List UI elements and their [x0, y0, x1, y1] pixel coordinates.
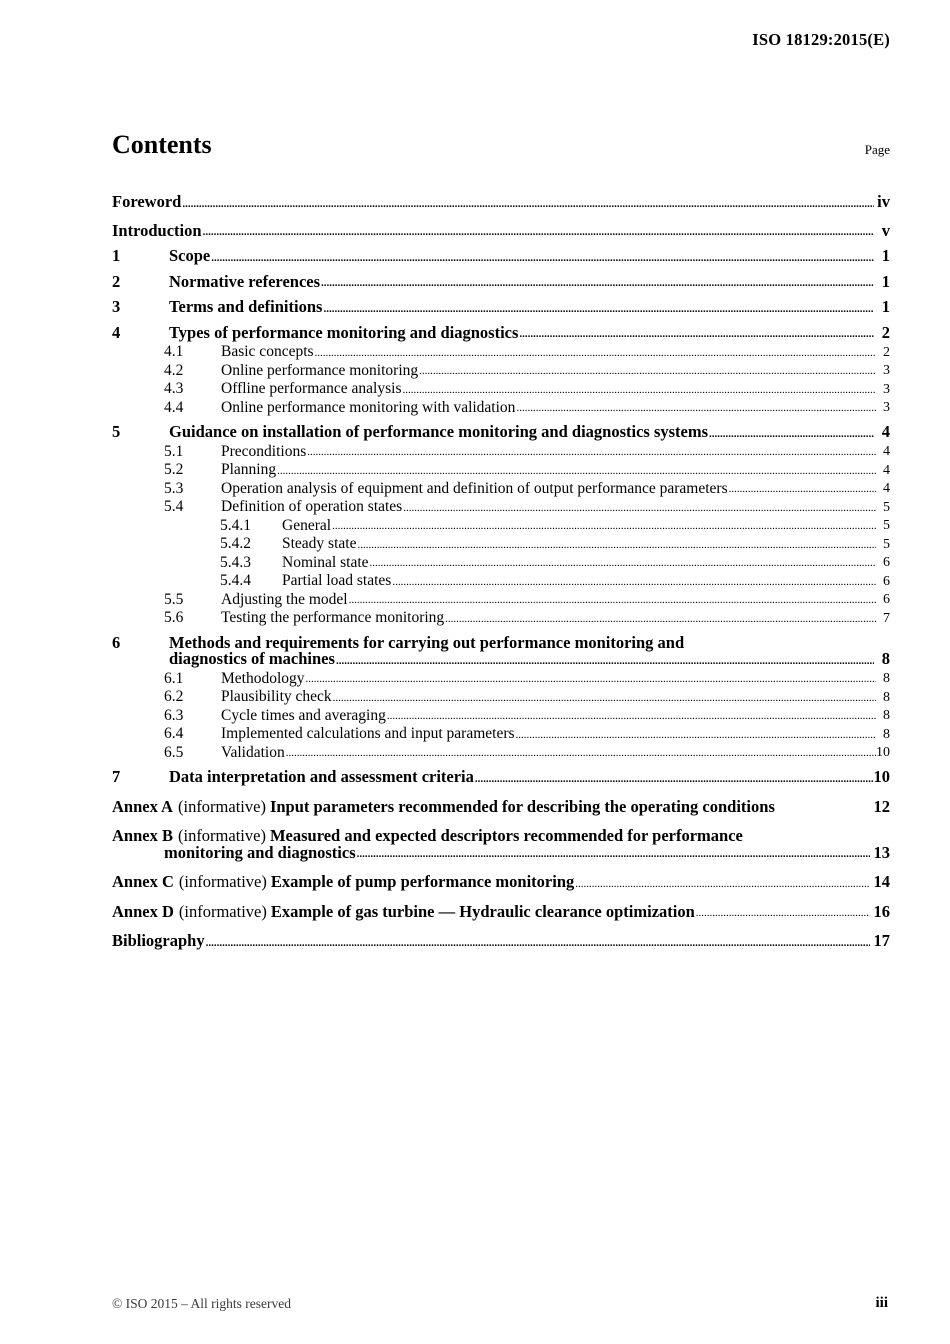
toc-leader-dots: [518, 329, 874, 340]
toc-entry-number: 5.5: [164, 590, 184, 608]
toc-entry-title: Partial load states: [282, 572, 392, 589]
toc-entry-page: 4: [883, 462, 890, 478]
toc-entry-clause-5-5[interactable]: [112, 592, 890, 608]
footer-page-number: iii: [875, 1295, 888, 1311]
toc-entry-clause-4-2[interactable]: [112, 363, 890, 379]
toc-entry-page: 8: [883, 689, 890, 705]
toc-entry-page: 7: [883, 610, 890, 626]
toc-entry-clause-3[interactable]: [112, 299, 890, 316]
toc-entry-number: 5.1: [164, 442, 184, 460]
toc-entry-title: Online performance monitoring: [221, 361, 419, 379]
toc-entry-clause-5-6[interactable]: [112, 610, 890, 626]
annex-label: Annex D: [112, 901, 174, 921]
toc-leader-dots: [320, 278, 874, 289]
toc-leader-dots: [331, 521, 876, 532]
toc-entry-foreword[interactable]: [112, 194, 890, 211]
annex-title-continued: monitoring and diagnostics: [164, 842, 356, 862]
toc-entry-clause-5-4[interactable]: [112, 499, 890, 515]
toc-entry-annex-a[interactable]: [112, 796, 890, 816]
toc-entry-number: 5: [112, 422, 121, 441]
toc-entry-clause-4-4[interactable]: [112, 400, 890, 416]
toc-leader-dots: [695, 908, 870, 919]
toc-entry-page: 1: [881, 271, 890, 291]
toc-entry-title: Online performance monitoring with validation: [221, 398, 516, 416]
toc-entry-page: 1: [881, 297, 890, 316]
toc-leader-dots: [386, 711, 876, 722]
toc-entry-page: 6: [883, 592, 890, 607]
toc-leader-dots: [305, 674, 876, 685]
toc-entry-clause-5-4-2[interactable]: [112, 536, 890, 552]
annex-title: Measured and expected descriptors recommended for performance: [269, 826, 743, 845]
annex-label: Annex B: [112, 826, 173, 845]
toc-entry-number: 5.4.4: [220, 572, 251, 589]
toc-leader-dots: [515, 730, 876, 741]
toc-entry-number: 5.3: [164, 479, 184, 497]
toc-entry-number: 3: [112, 297, 121, 316]
toc-entry-clause-6-1[interactable]: [112, 671, 890, 687]
toc-entry-page: 8: [883, 726, 890, 742]
toc-entry-page: 8: [883, 671, 890, 686]
toc-entry-title: Data interpretation and assessment criteria: [169, 767, 474, 786]
toc-leader-dots: [728, 484, 876, 495]
toc-entry-clause-7[interactable]: [112, 769, 890, 786]
toc-entry-page: iv: [877, 192, 890, 211]
toc-entry-clause-5-1[interactable]: [112, 444, 890, 460]
toc-entry-annex-b-line2[interactable]: [112, 842, 890, 862]
toc-entry-page: v: [881, 220, 890, 240]
toc-entry-title: Preconditions: [221, 442, 307, 460]
toc-entry-clause-5-4-4[interactable]: [112, 573, 890, 589]
annex-title: Input parameters recommended for describing the operating conditions: [269, 796, 775, 816]
toc-entry-number: 5.6: [164, 609, 184, 626]
toc-entry-title: Normative references: [169, 271, 321, 291]
toc-leader-dots: [285, 748, 876, 759]
toc-entry-annex-c[interactable]: [112, 874, 890, 891]
toc-entry-page: 6: [883, 555, 890, 570]
toc-entry-title: Types of performance monitoring and diagnostics: [169, 322, 519, 342]
toc-entry-clause-6-4[interactable]: [112, 726, 890, 742]
toc-entry-number: 5.2: [164, 461, 184, 478]
toc-entry-number: 5.4.3: [220, 553, 251, 571]
toc-entry-title-continued: diagnostics of machines: [169, 649, 335, 668]
toc-entry-page: 2: [883, 344, 890, 360]
toc-leader-dots: [322, 304, 874, 315]
toc-leader-dots: [418, 366, 876, 377]
toc-entry-title: Operation analysis of equipment and definition of output performance parameters: [221, 479, 728, 497]
toc-entry-title: Terms and definitions: [169, 297, 323, 316]
toc-entry-clause-1[interactable]: [112, 248, 890, 265]
toc-entry-page: 1: [881, 246, 890, 265]
toc-entry-number: 4.1: [164, 343, 184, 360]
toc-leader-dots: [369, 558, 876, 569]
toc-entry-number: 1: [112, 246, 121, 265]
toc-entry-title: Offline performance analysis: [221, 380, 402, 397]
toc-leader-dots: [276, 466, 876, 477]
toc-entry-title: Plausibility check: [221, 688, 332, 705]
toc-entry-number: 5.4.2: [220, 535, 251, 552]
toc-leader-dots: [348, 595, 876, 606]
toc-leader-dots: [202, 227, 874, 238]
annex-kind: (informative): [178, 872, 267, 891]
toc-entry-clause-6-line2[interactable]: [112, 651, 890, 668]
toc-leader-dots: [205, 938, 870, 949]
toc-entry-title: Testing the performance monitoring: [221, 609, 445, 626]
toc-entry-clause-5-2[interactable]: [112, 462, 890, 478]
toc-entry-title: Introduction: [112, 220, 202, 240]
toc-entry-page: 10: [873, 767, 890, 786]
toc-entry-title: Foreword: [112, 192, 182, 211]
toc-leader-dots: [474, 774, 874, 785]
toc-leader-dots: [332, 693, 876, 704]
toc-leader-dots: [306, 447, 876, 458]
toc-leader-dots: [515, 403, 876, 414]
toc-entry-title: Basic concepts: [221, 343, 314, 360]
toc-entry-number: 6.5: [164, 743, 184, 761]
toc-entry-clause-6-2[interactable]: [112, 689, 890, 705]
toc-entry-title: Scope: [169, 246, 211, 265]
toc-leader-dots: [181, 199, 874, 210]
toc-entry-number: 6.3: [164, 706, 184, 724]
toc-leader-dots: [401, 385, 876, 396]
toc-entry-page: 16: [873, 901, 890, 921]
toc-entry-title: Nominal state: [282, 553, 369, 571]
toc-entry-title: General: [282, 516, 332, 534]
running-header-standard-number: ISO 18129:2015(E): [752, 30, 890, 49]
toc-entry-number: 6: [112, 632, 121, 652]
toc-entry-title: Methodology: [221, 669, 305, 687]
toc-entry-title: Definition of operation states: [221, 498, 403, 515]
toc-entry-page: 3: [883, 381, 890, 397]
toc-leader-dots: [574, 879, 870, 890]
toc-entry-clause-5-4-3[interactable]: [112, 555, 890, 571]
page-column-header: Page: [864, 142, 890, 157]
toc-leader-dots: [335, 656, 874, 667]
toc-entry-page: 8: [881, 649, 890, 668]
toc-entry-title: Implemented calculations and input parameters: [221, 725, 515, 742]
toc-entry-page: 3: [883, 400, 890, 415]
footer-copyright: © ISO 2015 – All rights reserved: [112, 1296, 291, 1311]
toc-entry-title: Bibliography: [112, 931, 205, 950]
annex-title: Example of gas turbine — Hydraulic clearance optimization: [270, 901, 695, 921]
toc-entry-page: 5: [883, 536, 890, 552]
toc-entry-title: Planning: [221, 461, 277, 478]
page-title: Contents: [112, 130, 212, 159]
toc-entry-page: 4: [883, 481, 890, 496]
annex-title: Example of pump performance monitoring: [270, 872, 575, 891]
toc-entry-page: 13: [873, 842, 890, 862]
toc-entry-page: 6: [883, 573, 890, 589]
toc-entry-clause-4[interactable]: [112, 322, 890, 342]
toc-entry-number: 4: [112, 322, 121, 342]
toc-entry-page: 3: [883, 363, 890, 378]
toc-entry-introduction[interactable]: [112, 220, 890, 240]
toc-entry-number: 5.4.1: [220, 516, 251, 534]
toc-entry-page: 8: [883, 708, 890, 723]
toc-entry-page: 14: [873, 872, 890, 891]
toc-entry-clause-4-1[interactable]: [112, 344, 890, 360]
toc-entry-clause-6-3[interactable]: [112, 708, 890, 724]
toc-entry-number: 4.3: [164, 380, 184, 397]
toc-leader-dots: [314, 348, 876, 359]
toc-entry-title: Cycle times and averaging: [221, 706, 386, 724]
toc-leader-dots: [356, 849, 870, 860]
toc-entry-title: Methods and requirements for carrying out performance monitoring and: [169, 632, 685, 652]
toc-entry-number: 4.2: [164, 361, 184, 379]
toc-entry-title: Validation: [221, 743, 285, 761]
toc-entry-clause-2[interactable]: [112, 271, 890, 291]
toc-entry-title: Adjusting the model: [221, 590, 348, 608]
toc-entry-page: 5: [883, 518, 890, 533]
toc-entry-page: 12: [873, 796, 890, 816]
toc-leader-dots: [402, 503, 876, 514]
annex-kind: (informative): [177, 826, 266, 845]
toc-entry-title: Guidance on installation of performance monitoring and diagnostics systems: [169, 422, 709, 441]
toc-entry-number: 2: [112, 271, 121, 291]
annex-kind: (informative): [178, 901, 267, 921]
toc-entry-number: 6.2: [164, 688, 184, 705]
toc-entry-page: 4: [883, 444, 890, 459]
toc-entry-clause-5[interactable]: [112, 424, 890, 441]
toc-leader-dots: [391, 577, 876, 588]
toc-entry-page: 17: [873, 931, 890, 950]
toc-entry-number: 5.4: [164, 498, 184, 515]
toc-entry-page: 5: [883, 499, 890, 515]
toc-leader-dots: [210, 253, 874, 264]
annex-label: Annex A: [112, 796, 173, 816]
toc-entry-number: 6.1: [164, 669, 184, 687]
toc-entry-title: Steady state: [282, 535, 357, 552]
toc-entry-clause-5-4-1[interactable]: [112, 518, 890, 534]
toc-entry-clause-4-3[interactable]: [112, 381, 890, 397]
toc-entry-bibliography[interactable]: [112, 933, 890, 950]
annex-kind: (informative): [177, 796, 266, 816]
toc-entry-annex-d[interactable]: [112, 901, 890, 921]
toc-entry-clause-5-3[interactable]: [112, 481, 890, 497]
toc-entry-number: 7: [112, 767, 121, 786]
toc-entry-page: 10: [876, 745, 890, 760]
toc-entry-page: 2: [881, 322, 890, 342]
toc-entry-page: 4: [881, 422, 890, 441]
table-of-contents: [112, 182, 890, 950]
toc-leader-dots: [356, 540, 876, 551]
toc-leader-dots: [444, 614, 876, 625]
toc-entry-number: 4.4: [164, 398, 184, 416]
toc-leader-dots: [708, 429, 874, 440]
toc-entry-clause-6-5[interactable]: [112, 745, 890, 761]
annex-label: Annex C: [112, 872, 174, 891]
toc-entry-number: 6.4: [164, 725, 184, 742]
